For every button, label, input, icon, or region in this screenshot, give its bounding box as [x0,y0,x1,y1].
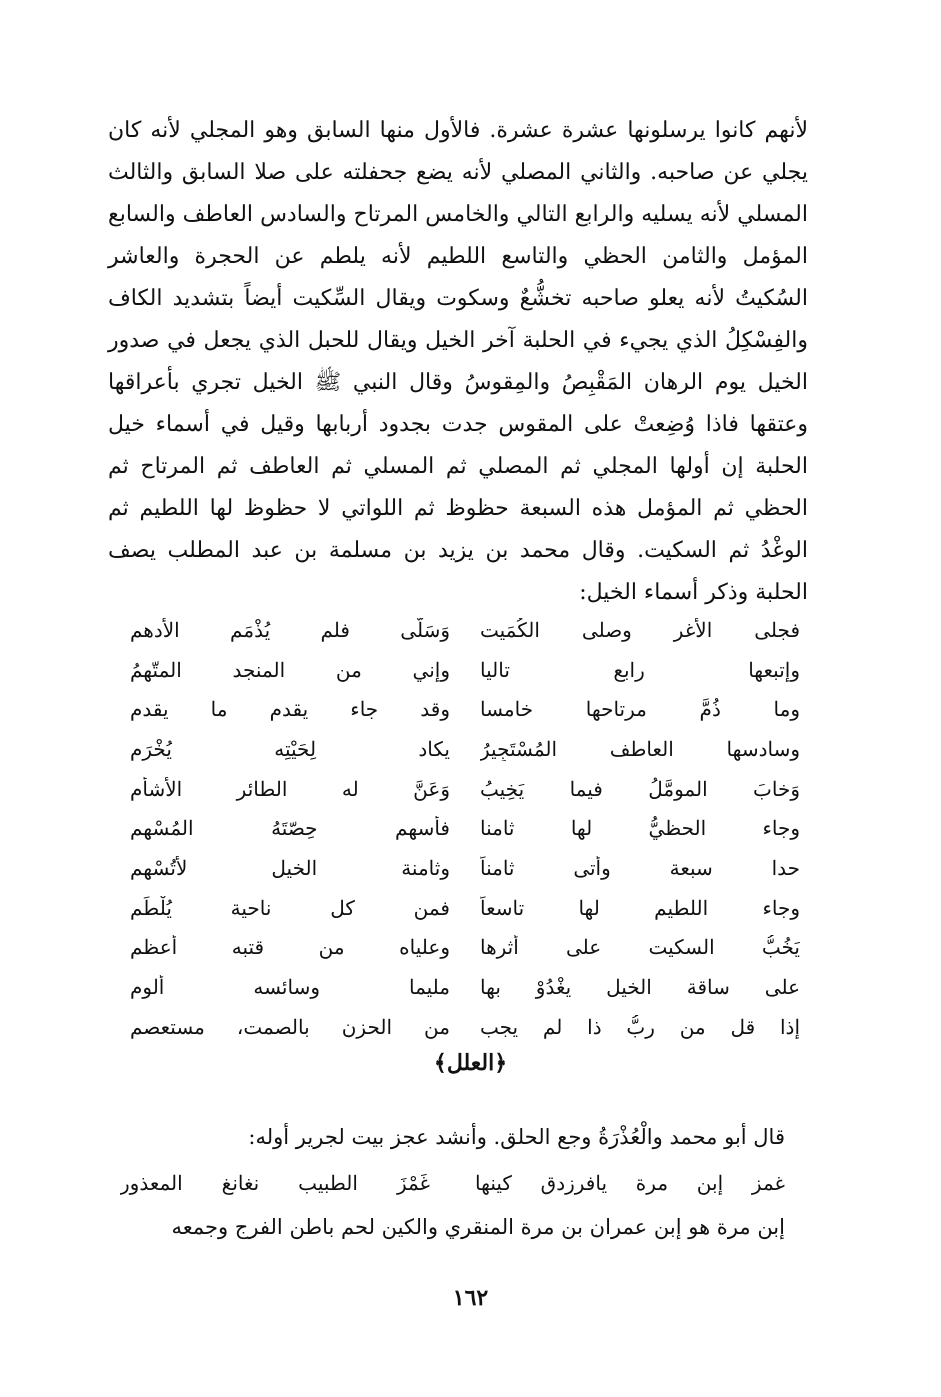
verse-first-hemistich: يَخُبُّ السكيت على أثرها [480,935,800,960]
verse-second-hemistich: وقد جاء يقدم ما يقدم [130,697,450,722]
poem-verse [120,610,800,650]
verse-second-hemistich: يكاد لِحَيْتِه يُخْرَم [130,736,450,761]
page-number: ١٦٢ [452,1285,489,1311]
verse-first-hemistich: وسادسها العاطف المُسْتَجِيرُ [480,736,800,761]
poem-block [120,610,800,1047]
poem-verse [120,888,800,928]
verse-first-hemistich: وجاء اللطيم لها تاسعاً [480,895,800,920]
poem-verse [120,848,800,888]
verse-first-hemistich: حدا سبعة وأتى ثامناً [480,855,800,880]
section-intro-line: قال أبو محمد والْعُذْرَةُ وجع الحلق. وأنشد عجز بيت لجرير أوله: [248,1125,785,1149]
prose-paragraph: لأنهم كانوا يرسلونها عشرة عشرة. فالأول منها السابق وهو المجلي لأنه كان يجلي عن صاحبه. والثاني المصلي لأنه يضع جحفلته على صلا السابق والثالث المسلي لأنه يسليه والرابع التالي والخامس المرتاح والسادس العاطف والسابع المؤمل والثامن الحظي والتاسع اللطيم لأنه يلطم عن الحجرة والعاشر السُكيتُ لأنه يعلو صاحبه تخشُّعٌ وسكوت ويقال السِّكيت أيضاً بتشديد الكاف والفِسْكِلُ الذي يجيء في الحلبة آخر الخيل ويقال للحبل الذي يجعل في صدور الخيل يوم الرهان المَقْبِصُ والمِقوسُ وقال النبي ﷺ الخيل تجري بأعراقها وعتقها فاذا وُضِعتْ على المقوس جدت بجدود أربابها وقيل في أسماء خيل الحلبة إن أولها المجلي ثم المصلي ثم المسلي ثم العاطف ثم المرتاح ثم الحظي ثم المؤمل هذه السبعة حظوظ ثم اللواتي لا حظوظ لها اللطيم ثم الوغْدُ ثم السكيت. وقال محمد بن يزيد بن مسلمة بن عبد المطلب يصف الحلبة وذكر أسماء الخيل: [108,118,808,605]
verse-first-hemistich: فجلى الأغر وصلى الكُمَيت [480,617,800,642]
verse-second-hemistich: فمن كل ناحية يُلْطَم [130,895,450,920]
poem-verse [120,928,800,968]
verse-first-hemistich: وَخابَ المومَّلُ فيما يَخِيبُ [480,776,800,801]
verse-first-hemistich: إذا قل من ربُّ ذا لم يجب [480,1014,800,1039]
ornate-bracket-close: ﴾ [433,1050,447,1076]
verse-second-hemistich: فأسهم حِصّتَهُ المُسْهِم [130,816,450,841]
verse-first-hemistich: وما ذُمَّ مرتاحها خامسا [480,697,800,722]
quoted-verse-second-hemistich: غَمْزَ الطبيب نغانغ المعذور [120,1170,430,1195]
verse-second-hemistich: وعلياه من قتبه أعظم [130,935,450,960]
poem-verse [120,967,800,1007]
quoted-verse-first-hemistich: غمز إبن مرة يافرزدق كينها [475,1170,785,1195]
poem-verse [120,1007,800,1047]
verse-first-hemistich: وإتبعها رابع تاليا [480,657,800,682]
prose-block [108,110,808,614]
verse-second-hemistich: من الحزن بالصمت، مستعصم [130,1014,450,1039]
poem-verse [120,689,800,729]
poem-verse [120,650,800,690]
section-explanation-line: إبن مرة هو إبن عمران بن مرة المنقري والكين لحم باطن الفرج وجمعه [171,1215,785,1239]
verse-first-hemistich: وجاء الحظيُّ لها ثامنا [480,816,800,841]
quoted-verse [120,1160,785,1205]
verse-second-hemistich: وإني من المنجد المتّهِمُ [130,657,450,682]
verse-second-hemistich: وَسَلّى فلم يُذْمَمِ الأدهم [130,617,450,642]
poem-verse [120,808,800,848]
verse-second-hemistich: وَعَنَّ له الطائر الأشأم [130,776,450,801]
section-body [120,1115,785,1250]
verse-second-hemistich: مليما وسائسه ألوم [130,975,450,1000]
poem-verse [120,769,800,809]
section-heading-text: العلل [446,1050,495,1076]
ornate-bracket-open: ﴿ [494,1050,508,1076]
verse-second-hemistich: وثامنة الخيل لأتُسْهم [130,855,450,880]
verse-first-hemistich: على ساقة الخيل يغْدُوْ بها [480,975,800,1000]
poem-verse [120,729,800,769]
section-heading [0,1050,941,1076]
